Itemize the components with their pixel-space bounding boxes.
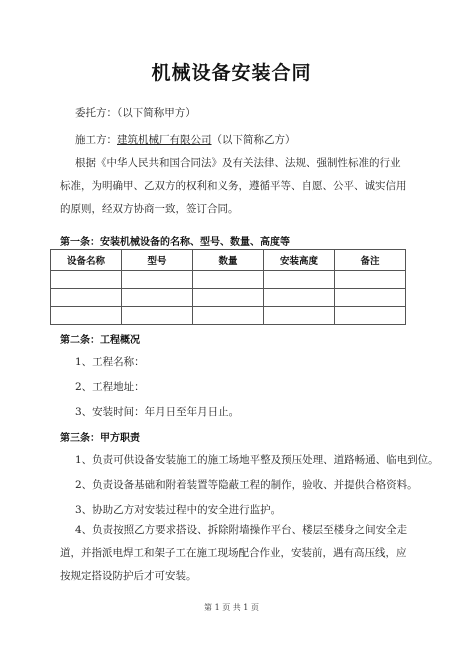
table-cell	[335, 271, 406, 289]
duty-item-1: 1、负责可供设备安装施工的施工场地平整及预压处理、道路畅通、临电到位。	[75, 454, 439, 466]
table-cell	[122, 289, 193, 307]
article3-heading: 第三条：甲方职责	[60, 433, 140, 444]
duty-item-4: 4、负责按照乙方要求搭设、拆除附墙操作平台、楼层至楼身之间安全走道，并指派电焊工和架子工在施工现场配合作业，安装前，遇有高压线，应按规定搭设防护后才可安装。	[60, 524, 408, 582]
table-cell	[122, 271, 193, 289]
contractor-prefix: 施工方：	[75, 134, 117, 146]
install-time-line: 3、安装时间：年月日至年月日止。	[75, 406, 240, 418]
contractor-suffix: （以下简称乙方）	[211, 134, 296, 146]
table-cell	[335, 289, 406, 307]
column-header: 数量	[193, 250, 264, 271]
duty-item-3: 3、协助乙方对安装过程中的安全进行监护。	[75, 504, 282, 516]
page-footer: 第 1 页 共 1 页	[204, 603, 259, 612]
intro-paragraph: 根据《中华人民共和国合同法》及有关法律、法规、强制性标准的行业标准，为明确甲、乙双方的权利和义务，遵循平等、自愿、公平、诚实信用的原则，经双方协商一致，签订合同。	[60, 157, 407, 215]
project-address-line: 2、工程地址：	[75, 381, 145, 393]
column-header: 型号	[122, 250, 193, 271]
table-header-row	[51, 250, 406, 271]
column-header: 备注	[335, 250, 406, 271]
table-cell	[193, 271, 264, 289]
table-row	[51, 289, 406, 307]
client-line: 委托方：（以下简称甲方）	[75, 107, 196, 119]
column-header: 设备名称	[51, 250, 122, 271]
table-row	[51, 307, 406, 325]
table-cell	[264, 307, 335, 325]
column-header: 安装高度	[264, 250, 335, 271]
table-cell	[193, 289, 264, 307]
article2-heading: 第二条：工程概况	[60, 335, 140, 346]
article1-heading: 第一条：安装机械设备的名称、型号、数量、高度等	[60, 237, 290, 248]
table-cell	[335, 307, 406, 325]
table-cell	[51, 271, 122, 289]
table-cell	[264, 271, 335, 289]
table-cell	[51, 289, 122, 307]
table-cell	[122, 307, 193, 325]
table-row	[51, 271, 406, 289]
contract-title: 机械设备安装合同	[151, 62, 312, 84]
contractor-name-link[interactable]: 建筑机械厂有限公司	[117, 134, 212, 146]
equipment-table	[50, 249, 406, 325]
table-cell	[193, 307, 264, 325]
table-cell	[51, 307, 122, 325]
project-name-line: 1、工程名称：	[75, 356, 145, 368]
duty-item-2: 2、负责设备基础和附着装置等隐蔽工程的制作，验收、并提供合格资料。	[75, 479, 418, 491]
table-cell	[264, 289, 335, 307]
contractor-line	[75, 133, 296, 147]
